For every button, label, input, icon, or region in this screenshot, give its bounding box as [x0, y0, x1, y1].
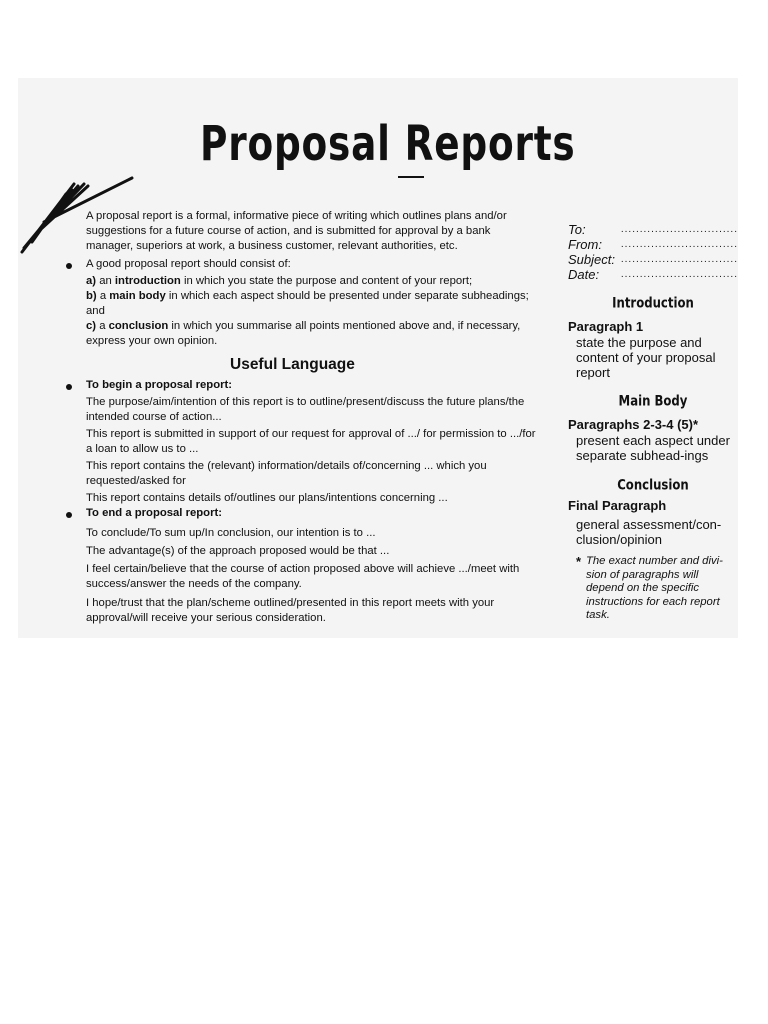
divider	[398, 176, 424, 178]
begin-label: To begin a proposal report:	[86, 379, 233, 391]
memo-header	[568, 222, 738, 282]
phrase: I feel certain/believe that the course of action proposed above will achieve .../meet with success/answer the needs of the company.	[86, 563, 520, 590]
bullet	[66, 263, 72, 269]
bullet	[66, 512, 72, 518]
asterisk: *	[576, 554, 582, 569]
bullet	[66, 384, 72, 390]
phrase: The purpose/aim/intention of this report is to outline/present/discuss the future plans/the intended course of action...	[86, 396, 525, 423]
introduction-heading: Introduction	[612, 295, 694, 312]
note-text: The exact number and divi-sion of paragraphs will depend on the specific instructions for each report task.	[586, 555, 723, 621]
memo-dots: ...............................	[620, 254, 738, 265]
end-section	[86, 506, 536, 626]
phrase: To conclude/To sum up/In conclusion, our intention is to ...	[86, 527, 376, 539]
useful-language-heading: Useful Language	[230, 356, 355, 373]
consist-list	[86, 257, 536, 349]
phrase: This report contains details of/outlines our plans/intentions concerning ...	[86, 492, 448, 504]
consist-item: b) a main body in which each aspect should be presented under separate subheadings; and	[86, 290, 529, 317]
final-paragraph-text: general assessment/con-clusion/opinion	[576, 517, 722, 547]
memo-key: Date:	[568, 267, 600, 282]
paragraph-note	[576, 555, 738, 623]
memo-dots: ...............................	[620, 269, 738, 280]
conclusion-heading: Conclusion	[617, 477, 689, 494]
paragraphs-2-4-heading: Paragraphs 2-3-4 (5)*	[568, 417, 699, 432]
outline-panel	[568, 222, 738, 623]
consist-item: c) a conclusion in which you summarise all points mentioned above and, if necessary, express your own opinion.	[86, 320, 521, 347]
consist-item: a) an introduction in which you state the purpose and content of your report;	[86, 275, 473, 287]
paragraph-1-heading: Paragraph 1	[568, 319, 644, 334]
begin-section	[86, 378, 536, 506]
paragraph-1-text: state the purpose and content of your proposal report	[576, 335, 716, 380]
intro-paragraph: A proposal report is a formal, informative piece of writing which outlines plans and/or suggestions for a future course of action, and is submitted for approval by a bank manager, superiors at work, a business customer, relevant authorities, etc.	[86, 210, 507, 252]
final-paragraph-heading: Final Paragraph	[568, 498, 667, 513]
phrase: This report contains the (relevant) information/details of/concerning ... which you requested/asked for	[86, 460, 487, 487]
memo-key: To:	[568, 222, 586, 237]
main-body-heading: Main Body	[618, 393, 688, 410]
end-label: To end a proposal report:	[86, 507, 222, 519]
memo-dots: ...............................	[620, 224, 738, 235]
memo-key: Subject:	[568, 252, 615, 267]
consist-intro: A good proposal report should consist of:	[86, 258, 291, 270]
memo-dots: ...............................	[620, 239, 738, 250]
phrase: This report is submitted in support of our request for approval of .../ for permission to .../for a loan to allow us to ...	[86, 428, 536, 455]
page-title: Proposal Reports	[200, 116, 576, 173]
phrase: The advantage(s) of the approach proposed would be that ...	[86, 545, 390, 557]
paragraphs-2-4-text: present each aspect under separate subhead-ings	[576, 433, 730, 463]
memo-key: From:	[568, 237, 602, 252]
phrase: I hope/trust that the plan/scheme outlined/presented in this report meets with your approval/will receive your serious consideration.	[86, 597, 495, 624]
